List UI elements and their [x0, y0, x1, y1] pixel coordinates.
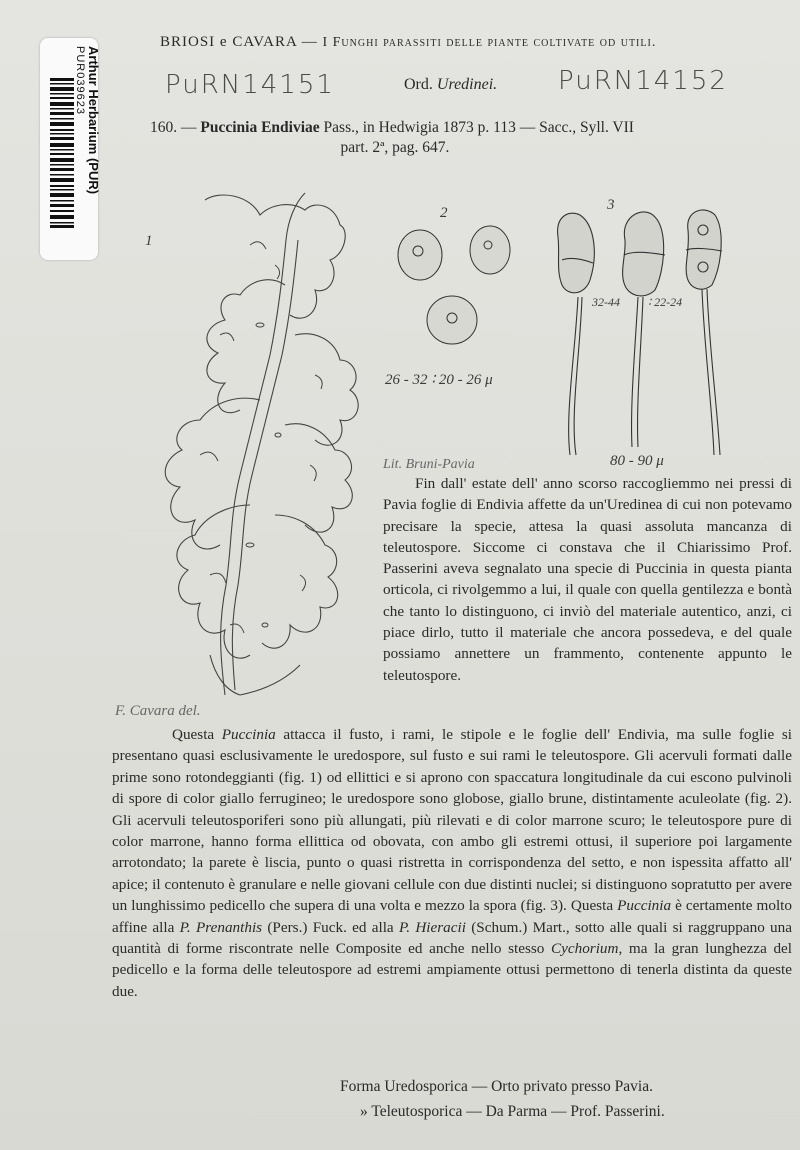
artist-credit: F. Cavara del. — [115, 703, 201, 719]
handwritten-accession-right: PuRN14152 — [558, 66, 728, 96]
text-run: (Schum.) Mart., sotto alle quali si raggruppano una quantità di forme riscontrate nelle Composite ed anche nello stesso — [112, 918, 792, 958]
species-name: P. Hieracii — [398, 918, 466, 936]
leaf-drawing — [165, 193, 358, 695]
fig2-size: 26 - 32 ∶ 20 - 26 μ — [385, 372, 493, 388]
entry-number: 160. — [150, 119, 178, 136]
herbarium-name: Arthur Herbarium (PUR) — [86, 46, 101, 195]
fig2-number: 2 — [440, 205, 448, 221]
header-dash: — — [301, 34, 318, 50]
genus-name: Puccinia — [617, 897, 672, 915]
species-entry — [150, 118, 790, 158]
fig1-number: 1 — [145, 233, 153, 249]
fig3-length: 80 - 90 μ — [610, 453, 664, 469]
forma-uredosporica: Forma Uredosporica — Orto privato presso Pavia. — [340, 1078, 653, 1095]
teleutospores-drawing — [558, 210, 722, 455]
text-run: Questa — [172, 726, 222, 743]
species-name: P. Prenanthis — [179, 918, 263, 936]
order-prefix: Ord. — [404, 76, 433, 93]
description-paragraph — [112, 724, 792, 1002]
entry-citation-cont: part. 2ª, pag. 647. — [340, 139, 450, 156]
accession-code: PUR039623 — [74, 46, 86, 115]
fig3-number: 3 — [607, 197, 615, 213]
page-header — [160, 34, 656, 51]
lithographer-credit: Lit. Bruni-Pavia — [383, 457, 475, 472]
intro-paragraph: Fin dall' estate dell' anno scorso raccogliemmo nei pressi di Pavia foglie di Endivia affette da un'Uredinea di cui non potevamo precisare la specie, attesa la quasi assoluta mancanza di teleutospore. Siccome ci constava che il Chiarissimo Prof. Passerini aveva segnalato una specie di Puccinia in questa pianta orticola, ci rivolgemmo a lui, il quale con quella gentilezza e bontà che tanto lo distinguono, ci inviò del materiale autentico, anzi, ci piace dirlo, tutto il materiale che ancora possedeva, e del quale possiamo annettere un frammento, contenente appunto le teleutospore. — [383, 475, 792, 684]
header-authors: BRIOSI e CAVARA — [160, 34, 297, 50]
header-title: I Funghi parassiti delle piante coltivate od utili. — [322, 35, 657, 50]
handwritten-accession-left: PuRN14151 — [165, 70, 335, 100]
entry-dash: — — [181, 119, 197, 136]
fig3-size-a: 32-44 — [592, 295, 620, 309]
order-name: Uredinei. — [436, 76, 498, 93]
text-run: , ma la gran lunghezza del pedicello e la forma delle teleutospore ad estremi ampiamente ottusi permettono di tenerla distinta da queste due. — [112, 940, 792, 1000]
genus-name: Cychorium — [551, 940, 619, 958]
genus-name: Puccinia — [221, 726, 276, 743]
text-run: è certamente molto affine alla — [112, 897, 793, 936]
text-run: attacca il fusto, i rami, le stipole e le foglie dell' Endivia, ma sulle foglie si presentano quasi esclusivamente le uredospore, sul fusto e sui rami le teleutospore. Gli acervuli formati dalle prime sono rotondeggianti (fig. 1) od ellittici e si aprono con spaccatura longitudinale da cui escono pulvinoli di spore di color giallo ferrugineo; le uredospore sono globose, giallo brune, distintamente aculeolate (fig. 2). Gli acervuli teleutosporiferi sono più allungati, più rilevati e di color marrone scuro; le teleutospore pure di color marrone, hanno forma ellittica od obovata, con ambo gli estremi ottusi, il superiore poi largamente arrotondato; la parete è liscia, punto o quasi ristretta in corrispondenza del setto, e non ispessita affatto all' apice; il contenuto è granulare e nelle giovani cellule con due distinti nuclei; si distinguono sopratutto per avere un lunghissimo pedicello che supera di una volta e mezzo la spora (fig. 3). Questa — [112, 726, 792, 915]
species-name: Puccinia Endiviae — [200, 119, 320, 136]
fig3-size-b: ∶ 22-24 — [648, 295, 683, 309]
forma-teleutosporica: » Teleutosporica — Da Parma — Prof. Passerini. — [360, 1103, 665, 1120]
entry-citation: Pass., in Hedwigia 1873 p. 113 — Sacc., Syll. VII — [323, 119, 634, 136]
label-text — [74, 46, 101, 194]
text-run: (Pers.) Fuck. ed alla — [262, 918, 399, 936]
uredospores-drawing — [398, 226, 510, 344]
order-line — [404, 76, 497, 94]
